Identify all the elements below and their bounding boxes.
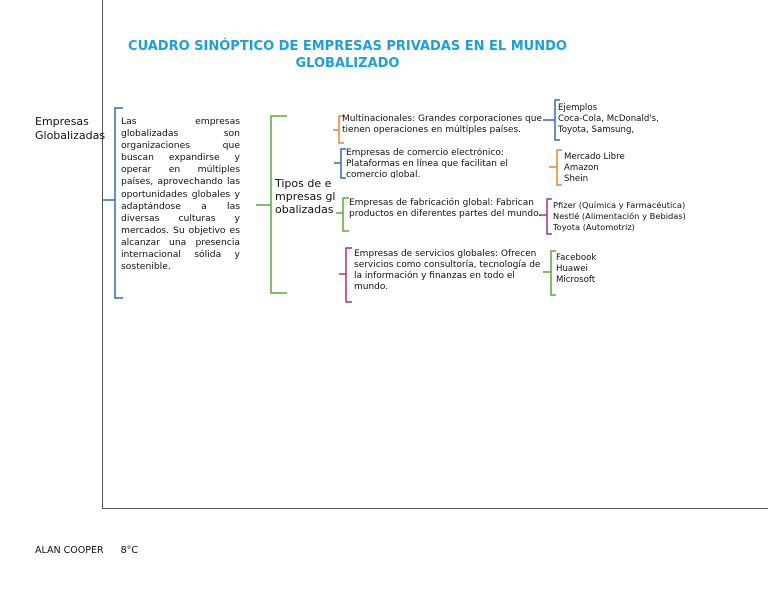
main-topic: Empresas Globalizadas xyxy=(35,115,106,142)
author-name: ALAN COOPER xyxy=(35,545,104,556)
examples-servicios: Facebook Huawei Microsoft xyxy=(556,253,597,285)
examples-multinacionales: Ejemplos Coca-Cola, McDonald's, Toyota, Samsung, xyxy=(558,103,659,135)
type-2-bracket xyxy=(334,149,346,178)
page-title: CUADRO SINÓPTICO DE EMPRESAS PRIVADAS EN EL MUNDO GLOBALIZADO xyxy=(128,39,567,71)
examples-2-bracket xyxy=(549,150,562,185)
type-multinacionales: Multinacionales: Grandes corporaciones que tienen operaciones en múltiples países. xyxy=(342,114,542,135)
types-label: Tipos de empresas globalizadas xyxy=(275,177,336,216)
type-servicios-globales: Empresas de servicios globales: Ofrecen servicios como consultoría, tecnología de la información y finanzas en todo el mundo. xyxy=(354,249,541,292)
type-comercio-electronico: Empresas de comercio electrónico: Plataformas en línea que facilitan el comercio global. xyxy=(346,148,508,178)
examples-fabricacion: Pfizer (Química y Farmacéutica) Nestlé (Alimentación y Bebidas) Toyota (Automotriz) xyxy=(553,200,686,232)
footer xyxy=(35,545,152,556)
type-fabricacion-global: Empresas de fabricación global: Fabrican productos en diferentes partes del mundo. xyxy=(349,198,542,219)
type-3-bracket xyxy=(336,198,349,231)
author-grade: 8°C xyxy=(120,545,139,556)
main-bracket xyxy=(103,108,123,298)
description-text: Las empresas globalizadas son organizaciones que buscan expandirse y operar en múltiples países, aprovechando las oportunidades globales y adaptándose a las diversas culturas y mercados. Su objetivo es alcanzar una presencia internacional sólida y sostenible. xyxy=(121,116,240,273)
type-4-bracket xyxy=(339,248,352,302)
examples-comercio: Mercado Libre Amazon Shein xyxy=(564,152,625,184)
